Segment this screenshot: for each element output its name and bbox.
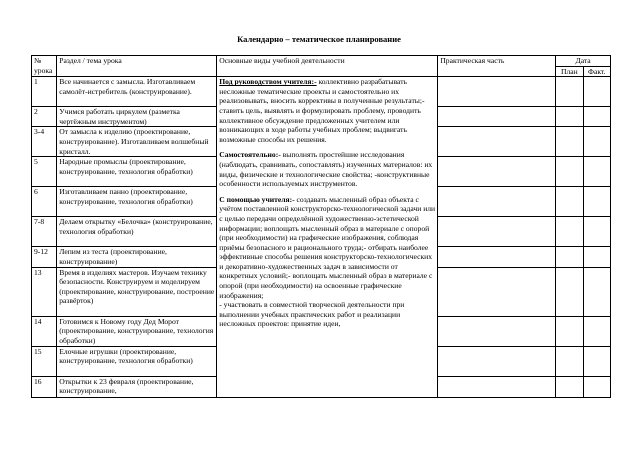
- row-practical: [438, 346, 556, 376]
- row-fact: [583, 376, 610, 397]
- row-topic: Готовимся к Новому году Дед Морот (проектирование, конструирование, технология обработки): [57, 316, 217, 346]
- row-fact: [583, 77, 610, 107]
- activities-text-participate: - участвовать в совместной творческой деятельности при выполнении учебных практических работ и реализации несложных проектов: принятие идеи,: [219, 300, 405, 329]
- row-num: 15: [32, 346, 57, 376]
- row-fact: [583, 187, 610, 217]
- row-topic: От замысла к изделию (проектирование, конструирование). Изготавливаем волшебный кристалл.: [57, 127, 217, 157]
- header-fact: Факт.: [583, 66, 610, 77]
- row-fact: [583, 127, 610, 157]
- row-practical: [438, 127, 556, 157]
- row-topic: Лепим из теста (проектирование, конструирование): [57, 247, 217, 267]
- row-plan: [556, 247, 583, 267]
- row-plan: [556, 157, 583, 187]
- row-num: 2: [32, 107, 57, 127]
- thematic-plan-table: [31, 55, 611, 398]
- row-plan: [556, 267, 583, 316]
- row-fact: [583, 247, 610, 267]
- row-practical: [438, 187, 556, 217]
- page-title: Календарно – тематическое планирование: [237, 34, 401, 44]
- row-topic: Время в изделиях мастеров. Изучаем технику безопасности. Конструируем и моделируем (проектирование, конструирование, построение развёрток): [57, 267, 217, 316]
- row-practical: [438, 376, 556, 397]
- activities-heading-teacher: Под руководством учителя:-: [219, 77, 317, 87]
- activities-text-teacher: коллективно разрабатывать несложные тематические проекты и самостоятельно их реализовывать, вносить коррективы в полученные результаты;- ставить цель, выявлять и формулировать проблему, проводить коллективное обсуждение предложенных учителем или возникающих в ходе работы учебных проблем; выдвигать возможные способы их решения.: [219, 77, 425, 144]
- row-plan: [556, 127, 583, 157]
- row-num: 6: [32, 187, 57, 217]
- header-plan: План: [556, 66, 583, 77]
- row-practical: [438, 316, 556, 346]
- row-topic: Делаем открытку «Белочка» (конструирование, технология обработки): [57, 217, 217, 247]
- row-practical: [438, 247, 556, 267]
- row-fact: [583, 267, 610, 316]
- row-practical: [438, 157, 556, 187]
- header-practical: Практическая часть: [438, 56, 556, 77]
- row-fact: [583, 316, 610, 346]
- row-fact: [583, 157, 610, 187]
- header-activities: Основные виды учебной деятельности: [217, 56, 438, 77]
- row-num: 3-4: [32, 127, 57, 157]
- row-plan: [556, 187, 583, 217]
- row-practical: [438, 107, 556, 127]
- row-num: 9-12: [32, 247, 57, 267]
- row-topic: Елочные игрушки (проектирование, конструирование, технология обработки): [57, 346, 217, 376]
- row-topic: Изготавливаем панно (проектирование, конструирование, технология обработки): [57, 187, 217, 217]
- row-plan: [556, 107, 583, 127]
- activities-heading-self: Самостоятельно:-: [219, 150, 281, 160]
- row-fact: [583, 346, 610, 376]
- row-plan: [556, 217, 583, 247]
- row-topic: Учимся работать циркулем (разметка чертёжным инструментом): [57, 107, 217, 127]
- row-practical: [438, 267, 556, 316]
- activities-text-self: выполнять простейшие исследования (наблюдать, сравнивать, сопоставлять) изученных материалов: их виды, физические и технологические свойства; -конструктивные особенности используемых инструментов.: [219, 150, 433, 189]
- table-row: [32, 77, 611, 107]
- row-num: 7-8: [32, 217, 57, 247]
- row-fact: [583, 217, 610, 247]
- row-topic: Все начинается с замысла. Изготавливаем самолёт-истребитель (конструирование).: [57, 77, 217, 107]
- row-num: 16: [32, 376, 57, 397]
- header-section: Раздел / тема урока: [57, 56, 217, 77]
- activities-text-help: создавать мысленный образ объекта с учётом поставленной конструкторско-технологической задачи или с целью передачи определённой художественно-эстетической информации; воплощать мысленный образ в материале с опорой (при необходимости) на графические изображения, соблюдая приёмы безопасного и рационального труда;- отбирать наиболее эффективные способы решения конструкторско-технологических и декоративно-художественных задач в зависимости от конкретных условий;- воплощать мысленный образ в материале с опорой (при необходимости) на освоенные графические изображения;: [219, 194, 436, 300]
- header-date: Дата: [556, 56, 611, 67]
- row-practical: [438, 217, 556, 247]
- row-num: 14: [32, 316, 57, 346]
- row-topic: Народные промыслы (проектирование, конструирование, технология обработки): [57, 157, 217, 187]
- row-num: 1: [32, 77, 57, 107]
- row-plan: [556, 316, 583, 346]
- row-plan: [556, 346, 583, 376]
- row-practical: [438, 77, 556, 107]
- activities-heading-help: С помощью учителя:-: [219, 194, 295, 204]
- row-plan: [556, 376, 583, 397]
- row-num: 5: [32, 157, 57, 187]
- row-fact: [583, 107, 610, 127]
- row-num: 13: [32, 267, 57, 316]
- activities-cell: [217, 77, 438, 397]
- row-topic: Открытки к 23 февраля (проектирование, конструирование,: [57, 376, 217, 397]
- row-plan: [556, 77, 583, 107]
- header-num: № урока: [32, 56, 57, 77]
